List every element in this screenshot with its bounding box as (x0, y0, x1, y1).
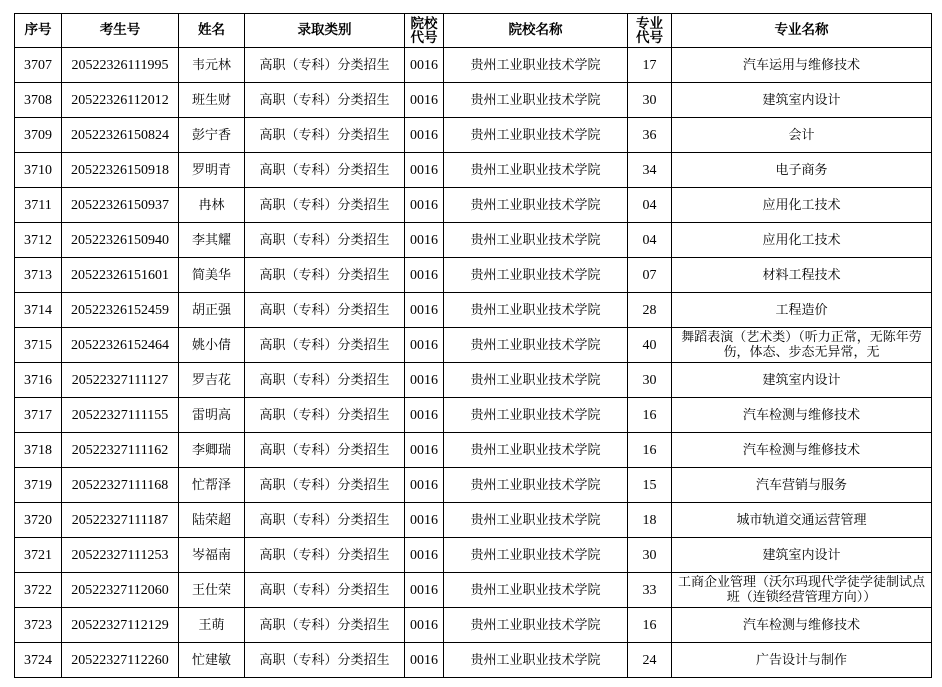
cell-exam-no: 20522327111127 (62, 363, 179, 398)
cell-major-code: 30 (628, 83, 672, 118)
cell-category: 高职（专科）分类招生 (245, 83, 405, 118)
table-row (15, 398, 932, 433)
cell-major-name-text: 舞蹈表演（艺术类）（听力正常，无陈年劳伤，体态、步态无异常，无 (681, 330, 922, 360)
cell-major-name: 工程造价 (672, 293, 932, 328)
cell-school-code: 0016 (405, 363, 444, 398)
table-row (15, 433, 932, 468)
header-school-code-line2: 代号 (410, 29, 438, 46)
cell-major-name: 建筑室内设计 (672, 363, 932, 398)
cell-school-code: 0016 (405, 118, 444, 153)
cell-school-code: 0016 (405, 608, 444, 643)
cell-school-name: 贵州工业职业技术学院 (444, 608, 628, 643)
cell-school-code: 0016 (405, 398, 444, 433)
cell-major-name: 广告设计与制作 (672, 643, 932, 678)
cell-exam-no: 20522326151601 (62, 258, 179, 293)
header-seq: 序号 (15, 14, 62, 48)
cell-school-code: 0016 (405, 48, 444, 83)
cell-major-code: 33 (628, 573, 672, 608)
cell-major-code: 40 (628, 328, 672, 363)
cell-name: 胡正强 (179, 293, 245, 328)
cell-major-code: 34 (628, 153, 672, 188)
table-row (15, 573, 932, 608)
cell-major-code: 04 (628, 188, 672, 223)
table-row (15, 608, 932, 643)
cell-major-code: 18 (628, 503, 672, 538)
cell-school-code: 0016 (405, 223, 444, 258)
cell-school-name: 贵州工业职业技术学院 (444, 398, 628, 433)
cell-category: 高职（专科）分类招生 (245, 363, 405, 398)
cell-category: 高职（专科）分类招生 (245, 643, 405, 678)
cell-exam-no: 20522327111155 (62, 398, 179, 433)
cell-major-code: 24 (628, 643, 672, 678)
cell-category: 高职（专科）分类招生 (245, 328, 405, 363)
cell-major-code: 04 (628, 223, 672, 258)
cell-school-name: 贵州工业职业技术学院 (444, 433, 628, 468)
cell-major-name: 会计 (672, 118, 932, 153)
cell-major-name (672, 573, 932, 608)
table-row (15, 643, 932, 678)
table-row (15, 363, 932, 398)
cell-category: 高职（专科）分类招生 (245, 538, 405, 573)
cell-major-code: 16 (628, 398, 672, 433)
cell-seq: 3711 (15, 188, 62, 223)
cell-name: 李卿瑞 (179, 433, 245, 468)
header-school-code (405, 14, 444, 48)
cell-major-name: 汽车检测与维修技术 (672, 608, 932, 643)
table-header-row (15, 14, 932, 48)
cell-school-name: 贵州工业职业技术学院 (444, 468, 628, 503)
cell-exam-no: 20522327112260 (62, 643, 179, 678)
cell-name: 罗明青 (179, 153, 245, 188)
table-row (15, 118, 932, 153)
cell-school-code: 0016 (405, 153, 444, 188)
cell-category: 高职（专科）分类招生 (245, 608, 405, 643)
cell-name: 忙帮泽 (179, 468, 245, 503)
header-major-code-line1: 专业 (636, 15, 663, 32)
cell-school-name: 贵州工业职业技术学院 (444, 48, 628, 83)
cell-school-code: 0016 (405, 433, 444, 468)
cell-seq: 3710 (15, 153, 62, 188)
cell-major-name: 电子商务 (672, 153, 932, 188)
cell-category: 高职（专科）分类招生 (245, 398, 405, 433)
cell-name: 雷明高 (179, 398, 245, 433)
cell-name: 彭宁香 (179, 118, 245, 153)
cell-exam-no: 20522327111187 (62, 503, 179, 538)
cell-seq: 3724 (15, 643, 62, 678)
table-row (15, 48, 932, 83)
cell-name: 简美华 (179, 258, 245, 293)
cell-seq: 3715 (15, 328, 62, 363)
table-row (15, 153, 932, 188)
header-major-code-line2: 代号 (636, 29, 663, 46)
cell-name: 姚小倩 (179, 328, 245, 363)
cell-category: 高职（专科）分类招生 (245, 188, 405, 223)
cell-school-name: 贵州工业职业技术学院 (444, 188, 628, 223)
cell-school-code: 0016 (405, 503, 444, 538)
table-row (15, 293, 932, 328)
cell-exam-no: 20522327112129 (62, 608, 179, 643)
cell-seq: 3716 (15, 363, 62, 398)
table-row (15, 223, 932, 258)
cell-exam-no: 20522327111168 (62, 468, 179, 503)
table-row (15, 503, 932, 538)
cell-seq: 3708 (15, 83, 62, 118)
cell-school-code: 0016 (405, 258, 444, 293)
cell-school-name: 贵州工业职业技术学院 (444, 538, 628, 573)
table-row (15, 328, 932, 363)
header-school-code-line1: 院校 (410, 15, 438, 32)
table-row (15, 468, 932, 503)
cell-category: 高职（专科）分类招生 (245, 503, 405, 538)
cell-school-code: 0016 (405, 188, 444, 223)
cell-exam-no: 20522327112060 (62, 573, 179, 608)
cell-name: 班生财 (179, 83, 245, 118)
cell-category: 高职（专科）分类招生 (245, 433, 405, 468)
cell-major-name: 建筑室内设计 (672, 538, 932, 573)
cell-school-name: 贵州工业职业技术学院 (444, 573, 628, 608)
header-major-name: 专业名称 (672, 14, 932, 48)
cell-name: 忙建敏 (179, 643, 245, 678)
table-row (15, 258, 932, 293)
cell-category: 高职（专科）分类招生 (245, 118, 405, 153)
cell-school-code: 0016 (405, 643, 444, 678)
cell-seq: 3714 (15, 293, 62, 328)
cell-exam-no: 20522327111253 (62, 538, 179, 573)
cell-major-name: 建筑室内设计 (672, 83, 932, 118)
cell-school-name: 贵州工业职业技术学院 (444, 503, 628, 538)
cell-major-code: 15 (628, 468, 672, 503)
cell-name: 冉林 (179, 188, 245, 223)
cell-school-name: 贵州工业职业技术学院 (444, 153, 628, 188)
cell-category: 高职（专科）分类招生 (245, 258, 405, 293)
cell-seq: 3707 (15, 48, 62, 83)
cell-school-name: 贵州工业职业技术学院 (444, 83, 628, 118)
cell-school-code: 0016 (405, 573, 444, 608)
cell-category: 高职（专科）分类招生 (245, 293, 405, 328)
cell-name: 王仕荣 (179, 573, 245, 608)
cell-exam-no: 20522326112012 (62, 83, 179, 118)
cell-major-name-text: 工商企业管理（沃尔玛现代学徒学徒制试点班（连锁经营管理方向）） (677, 575, 925, 605)
cell-major-name: 城市轨道交通运营管理 (672, 503, 932, 538)
cell-exam-no: 20522327111162 (62, 433, 179, 468)
cell-major-name: 汽车营销与服务 (672, 468, 932, 503)
cell-seq: 3723 (15, 608, 62, 643)
cell-school-name: 贵州工业职业技术学院 (444, 223, 628, 258)
cell-school-code: 0016 (405, 328, 444, 363)
cell-major-name: 应用化工技术 (672, 223, 932, 258)
cell-seq: 3718 (15, 433, 62, 468)
cell-category: 高职（专科）分类招生 (245, 223, 405, 258)
cell-major-name: 汽车运用与维修技术 (672, 48, 932, 83)
cell-name: 韦元林 (179, 48, 245, 83)
admission-table (14, 13, 932, 678)
cell-exam-no: 20522326152464 (62, 328, 179, 363)
cell-seq: 3719 (15, 468, 62, 503)
table-row (15, 188, 932, 223)
cell-major-name: 汽车检测与维修技术 (672, 433, 932, 468)
table-row (15, 538, 932, 573)
cell-major-name (672, 328, 932, 363)
cell-exam-no: 20522326111995 (62, 48, 179, 83)
cell-major-code: 36 (628, 118, 672, 153)
cell-category: 高职（专科）分类招生 (245, 468, 405, 503)
cell-major-name: 材料工程技术 (672, 258, 932, 293)
cell-major-code: 17 (628, 48, 672, 83)
cell-school-code: 0016 (405, 83, 444, 118)
cell-major-code: 28 (628, 293, 672, 328)
cell-seq: 3720 (15, 503, 62, 538)
cell-name: 李其耀 (179, 223, 245, 258)
cell-school-name: 贵州工业职业技术学院 (444, 258, 628, 293)
cell-name: 王萌 (179, 608, 245, 643)
table-row (15, 83, 932, 118)
cell-major-code: 07 (628, 258, 672, 293)
cell-major-code: 30 (628, 538, 672, 573)
cell-school-name: 贵州工业职业技术学院 (444, 118, 628, 153)
cell-school-code: 0016 (405, 468, 444, 503)
cell-major-name: 应用化工技术 (672, 188, 932, 223)
cell-major-name: 汽车检测与维修技术 (672, 398, 932, 433)
cell-exam-no: 20522326152459 (62, 293, 179, 328)
cell-seq: 3717 (15, 398, 62, 433)
cell-seq: 3712 (15, 223, 62, 258)
cell-school-name: 贵州工业职业技术学院 (444, 363, 628, 398)
cell-school-name: 贵州工业职业技术学院 (444, 643, 628, 678)
cell-exam-no: 20522326150824 (62, 118, 179, 153)
cell-major-code: 30 (628, 363, 672, 398)
cell-exam-no: 20522326150940 (62, 223, 179, 258)
cell-major-code: 16 (628, 433, 672, 468)
cell-category: 高职（专科）分类招生 (245, 153, 405, 188)
cell-category: 高职（专科）分类招生 (245, 48, 405, 83)
cell-exam-no: 20522326150937 (62, 188, 179, 223)
cell-seq: 3713 (15, 258, 62, 293)
cell-name: 罗吉花 (179, 363, 245, 398)
header-exam-no: 考生号 (62, 14, 179, 48)
cell-exam-no: 20522326150918 (62, 153, 179, 188)
cell-category: 高职（专科）分类招生 (245, 573, 405, 608)
header-category: 录取类别 (245, 14, 405, 48)
cell-school-code: 0016 (405, 293, 444, 328)
cell-name: 岑福南 (179, 538, 245, 573)
cell-seq: 3709 (15, 118, 62, 153)
cell-school-name: 贵州工业职业技术学院 (444, 293, 628, 328)
header-major-code (628, 14, 672, 48)
header-name: 姓名 (179, 14, 245, 48)
cell-seq: 3721 (15, 538, 62, 573)
cell-school-code: 0016 (405, 538, 444, 573)
cell-major-code: 16 (628, 608, 672, 643)
header-school-name: 院校名称 (444, 14, 628, 48)
cell-school-name: 贵州工业职业技术学院 (444, 328, 628, 363)
cell-name: 陆荣超 (179, 503, 245, 538)
cell-seq: 3722 (15, 573, 62, 608)
